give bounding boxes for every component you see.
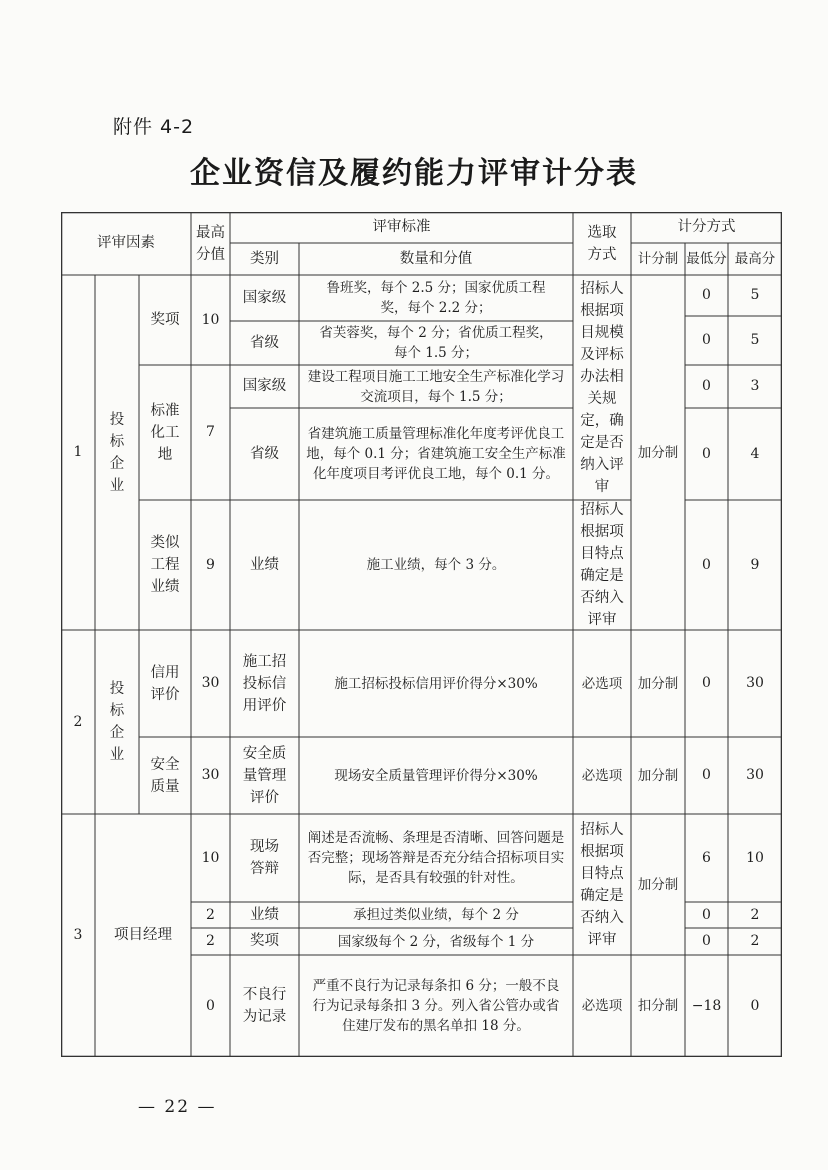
score-table [61, 212, 782, 1057]
credit-desc: 施工招标投标信用评价得分×30% [334, 675, 538, 692]
similar-desc: 施工业绩，每个 3 分。 [366, 557, 506, 573]
header-category: 类别 [250, 250, 279, 267]
defense-max: 10 [201, 849, 220, 866]
standard-provincial-max: 4 [750, 445, 760, 462]
group1-scoring: 加分制 [637, 444, 679, 461]
award-national-min: 0 [702, 287, 711, 303]
credit-category: 施工招投标信用评价 [242, 653, 287, 714]
header-max-score-col: 最高分 [734, 251, 776, 267]
safety-desc: 现场安全质量管理评价得分×30% [334, 767, 538, 784]
bad-record-desc: 严重不良行为记录每条扣 6 分；一般不良行为记录每条扣 3 分。列入省公管办或省住建厅发布的黑名单扣 18 分。 [312, 978, 560, 1034]
credit-scoring: 加分制 [637, 675, 679, 692]
group1-factor: 投标企业 [109, 411, 125, 494]
award-provincial-category: 省级 [250, 334, 279, 351]
header-scoring-system: 计分制 [637, 251, 679, 267]
header-criteria: 评审标准 [372, 219, 431, 235]
similar-category: 业绩 [250, 556, 279, 573]
similar-max: 9 [206, 556, 215, 573]
safety-min: 0 [702, 767, 711, 783]
standard-national-max: 3 [750, 378, 760, 394]
header-quantity-score: 数量和分值 [399, 250, 473, 267]
group3-index: 3 [73, 927, 83, 943]
defense-category: 现场答辩 [250, 839, 279, 877]
header-min-score: 最低分 [686, 251, 727, 267]
award-max: 10 [201, 311, 220, 328]
group1-selection-a: 招标人根据项目规模及评标办法相关规定，确定是否纳入评审 [580, 280, 624, 495]
standard-provincial-desc: 省建筑施工质量管理标准化年度考评优良工地，每个 0.1 分；省建筑施工安全生产标准化年度项目考评优良工地，每个 0.1 分。 [306, 426, 566, 482]
attachment-label: 附件 4-2 [113, 116, 195, 138]
award-provincial-min: 0 [702, 332, 711, 348]
safety-category: 安全质量管理评价 [242, 745, 287, 806]
performance-min: 0 [702, 906, 711, 923]
group2-index: 2 [73, 713, 83, 730]
similar-name: 类似工程业绩 [150, 535, 180, 595]
credit-name: 信用评价 [150, 664, 180, 703]
defense-desc: 阐述是否流畅、条理是否清晰、回答问题是否完整；现场答辩是否充分结合招标项目实际，是否具有较强的针对性。 [307, 830, 565, 886]
award-name: 奖项 [150, 311, 180, 328]
performance-max-score: 2 [750, 906, 760, 923]
standard-national-min: 0 [702, 378, 711, 394]
performance-max: 2 [206, 906, 215, 923]
pm-award-max-score: 2 [750, 933, 760, 949]
page-number: — 22 — [138, 1097, 217, 1117]
performance-category: 业绩 [250, 906, 279, 923]
performance-desc: 承担过类似业绩，每个 2 分 [353, 907, 519, 923]
group3-scoring: 加分制 [637, 876, 679, 893]
credit-max: 30 [201, 675, 220, 691]
standard-provincial-min: 0 [702, 445, 711, 462]
standard-name: 标准化工地 [150, 402, 180, 463]
similar-max-score: 9 [750, 556, 760, 573]
safety-max: 30 [201, 767, 220, 783]
safety-scoring: 加分制 [637, 767, 679, 784]
header-max-score: 最高分值 [196, 224, 225, 263]
bad-record-max-score: 0 [750, 997, 760, 1014]
group3-factor: 项目经理 [114, 927, 172, 943]
page-title: 企业资信及履约能力评审计分表 [190, 156, 638, 191]
standard-max: 7 [206, 424, 215, 440]
defense-max-score: 10 [746, 849, 764, 866]
pm-award-min: 0 [702, 933, 711, 949]
standard-national-desc: 建设工程项目施工工地安全生产标准化学习交流项目，每个 1.5 分； [307, 368, 565, 405]
award-national-category: 国家级 [242, 289, 287, 306]
pm-award-desc: 国家级每个 2 分，省级每个 1 分 [337, 933, 535, 950]
header-factor: 评审因素 [97, 235, 155, 251]
standard-provincial-category: 省级 [250, 445, 279, 462]
pm-award-max: 2 [206, 933, 215, 949]
bad-record-max: 0 [206, 997, 215, 1014]
defense-min: 6 [702, 849, 711, 866]
bad-record-min: −18 [691, 997, 722, 1014]
credit-min: 0 [702, 675, 711, 691]
credit-selection: 必选项 [581, 675, 623, 692]
award-provincial-desc: 省芙蓉奖，每个 2 分；省优质工程奖，每个 1.5 分； [319, 325, 553, 361]
award-national-max: 5 [750, 287, 760, 303]
group3-selection: 招标人根据项目特点确定是否纳入评审 [580, 821, 624, 948]
group2-factor: 投标企业 [109, 681, 125, 763]
safety-name: 安全质量 [150, 756, 180, 795]
standard-national-category: 国家级 [242, 378, 287, 394]
header-selection-method: 选取方式 [587, 224, 617, 263]
bad-record-category: 不良行为记录 [242, 987, 287, 1025]
award-provincial-max: 5 [750, 332, 760, 348]
pm-award-category: 奖项 [250, 933, 279, 949]
credit-max-score: 30 [746, 675, 764, 691]
similar-selection: 招标人根据项目特点确定是否纳入评审 [580, 502, 624, 628]
safety-max-score: 30 [746, 767, 764, 783]
similar-min: 0 [702, 556, 711, 573]
safety-selection: 必选项 [581, 767, 623, 784]
group1-index: 1 [73, 444, 83, 460]
bad-record-scoring: 扣分制 [637, 998, 679, 1014]
award-national-desc: 鲁班奖，每个 2.5 分；国家优质工程奖，每个 2.2 分； [326, 280, 546, 316]
header-scoring-method: 计分方式 [677, 219, 736, 235]
bad-record-selection: 必选项 [581, 998, 623, 1014]
